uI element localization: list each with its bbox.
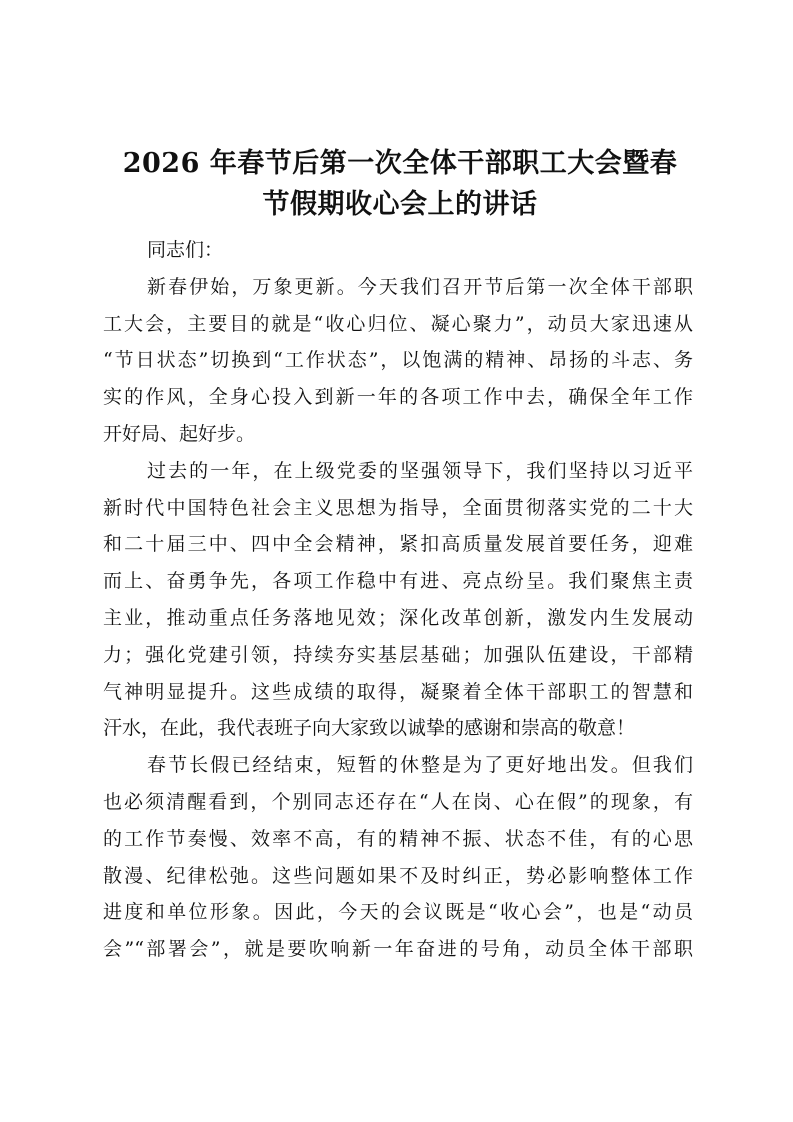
paragraph-line: 主业，推动重点任务落地见效；深化改革创新，激发内生发展动 [103,606,693,629]
page-title [100,143,700,225]
paragraph-line: 会”“部署会”，就是要吹响新一年奋进的号角，动员全体干部职 [103,938,693,961]
paragraph-line: 开好局、起好步。 [103,422,256,445]
paragraph-line: 而上、奋勇争先，各项工作稳中有进、亮点纷呈。我们聚焦主责 [103,570,693,593]
title-line: 2026 年春节后第一次全体干部职工大会暨春 [122,148,678,179]
salutation: 同志们： [147,239,224,261]
paragraph-line: 工大会，主要目的就是“收心归位、凝心聚力”，动员大家迅速从 [103,312,693,335]
speech-body [103,232,693,968]
paragraph-line: 的工作节奏慢、效率不高，有的精神不振、状态不佳，有的心思 [103,827,693,850]
paragraph-line: 过去的一年，在上级党委的坚强领导下，我们坚持以习近平 [147,459,693,482]
paragraph-line: 和二十届三中、四中全会精神，紧扣高质量发展首要任务，迎难 [103,533,693,556]
paragraph-line: “节日状态”切换到“工作状态”，以饱满的精神、昂扬的斗志、务 [103,349,693,372]
paragraph-line: 春节长假已经结束，短暂的休整是为了更好地出发。但我们 [147,754,693,777]
paragraph-line: 新春伊始，万象更新。今天我们召开节后第一次全体干部职 [147,275,693,298]
paragraph-line: 气神明显提升。这些成绩的取得，凝聚着全体干部职工的智慧和 [103,680,693,703]
title-line: 节假期收心会上的讲话 [262,189,538,220]
paragraph-line: 新时代中国特色社会主义思想为指导，全面贯彻落实党的二十大 [103,496,693,519]
paragraph-line: 力；强化党建引领，持续夯实基层基础；加强队伍建设，干部精 [103,643,693,666]
paragraph-line: 散漫、纪律松弛。这些问题如果不及时纠正，势必影响整体工作 [103,864,693,887]
paragraph-line: 也必须清醒看到，个别同志还存在“人在岗、心在假”的现象，有 [103,790,693,813]
paragraph-line: 进度和单位形象。因此，今天的会议既是“收心会”，也是“动员 [103,901,693,924]
paragraph-line: 实的作风，全身心投入到新一年的各项工作中去，确保全年工作 [103,386,693,409]
paragraph-line: 汗水，在此，我代表班子向大家致以诚挚的感谢和崇高的敬意！ [103,717,636,740]
